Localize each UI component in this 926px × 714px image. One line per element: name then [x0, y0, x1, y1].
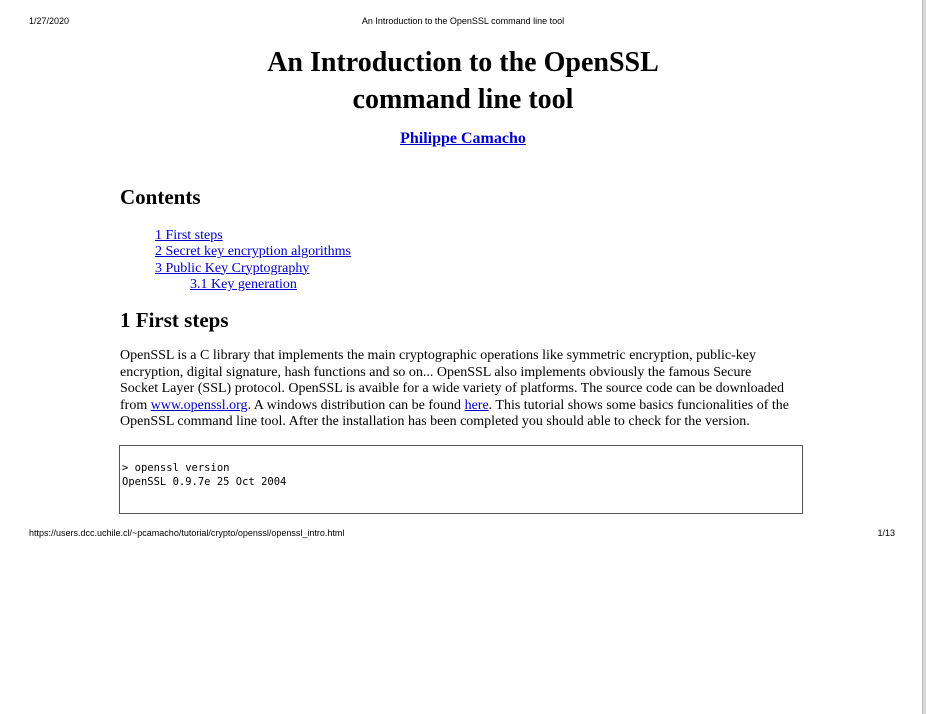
- para-line-5: OpenSSL command line tool. After the installation has been completed you should able to check for the version.: [120, 414, 750, 429]
- code-block: [119, 445, 803, 514]
- para-line-2: encryption, digital signature, hash functions and so on... OpenSSL also implements obviously the famous Secure: [120, 364, 752, 380]
- para-line-1: OpenSSL is a C library that implements the main cryptographic operations like symmetric encryption, public-key: [120, 348, 756, 363]
- para-text: . A windows distribution can be found: [247, 397, 465, 413]
- para-line-3: Socket Layer (SSL) protocol. OpenSSL is avaible for a wide variety of platforms. The source code can be downloaded: [120, 381, 785, 396]
- openssl-org-link[interactable]: www.openssl.org: [150, 397, 248, 413]
- print-date: 1/27/2020: [29, 16, 70, 26]
- para-text: . This tutorial shows some basics funcionalities of the: [488, 397, 789, 413]
- toc-link-public-key[interactable]: 3 Public Key Cryptography: [155, 260, 310, 276]
- author-container: [0, 130, 926, 148]
- code-line-1: > openssl version: [122, 462, 230, 474]
- para-text: from: [120, 397, 151, 413]
- page-title: [0, 44, 926, 118]
- print-footer-url: https://users.dcc.uchile.cl/~pcamacho/tutorial/crypto/openssl/openssl_intro.html: [29, 528, 345, 538]
- windows-distribution-link[interactable]: here: [464, 397, 489, 413]
- print-page-number: 1/13: [877, 528, 895, 538]
- contents-heading: Contents: [120, 185, 201, 209]
- title-line-1: An Introduction to the OpenSSL: [267, 47, 659, 78]
- code-line-2: OpenSSL 0.9.7e 25 Oct 2004: [122, 476, 287, 488]
- author-link[interactable]: Philippe Camacho: [400, 130, 526, 147]
- section-heading-first-steps: 1 First steps: [120, 308, 229, 332]
- print-header-title: An Introduction to the OpenSSL command line tool: [361, 16, 565, 26]
- para-line-4: [120, 398, 810, 415]
- table-of-contents: [155, 228, 351, 293]
- intro-paragraph: [120, 348, 810, 431]
- toc-link-secret-key[interactable]: 2 Secret key encryption algorithms: [155, 244, 351, 260]
- toc-link-first-steps[interactable]: 1 First steps: [155, 228, 223, 243]
- toc-link-key-generation[interactable]: 3.1 Key generation: [190, 276, 297, 292]
- title-line-2: command line tool: [352, 84, 574, 115]
